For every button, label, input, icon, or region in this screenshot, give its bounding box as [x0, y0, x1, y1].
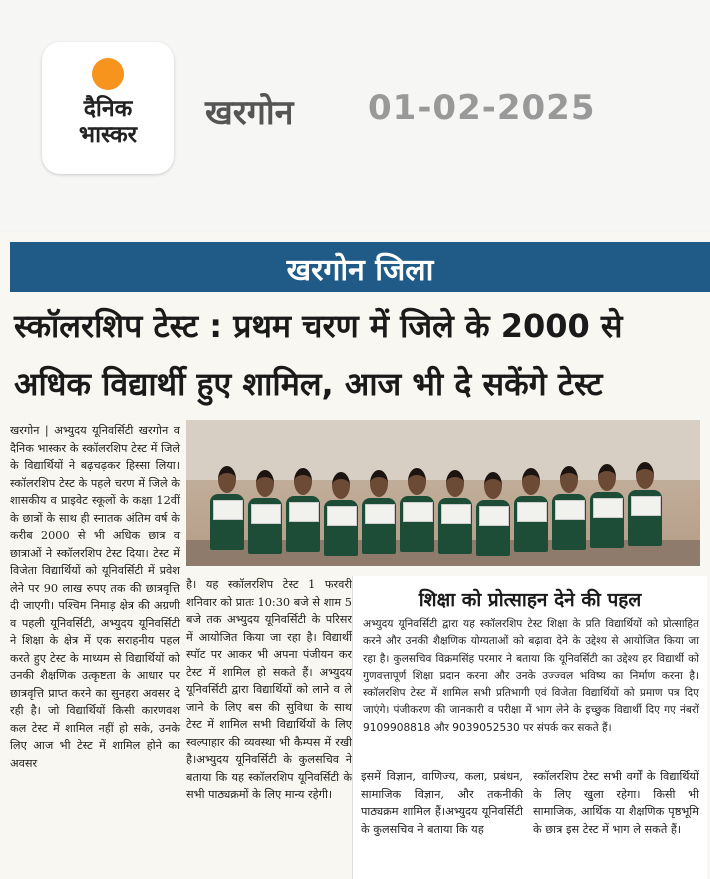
student-figure [210, 466, 244, 550]
student-figure [590, 464, 624, 548]
info-box-text: अभ्युदय यूनिवर्सिटी द्वारा यह स्कॉलरशिप टेस्ट शिक्षा के प्रति विद्यार्थियों को प्रोत्साहित करने और उनकी शैक्षणिक योग्यताओं को बढ़ावा देने के उद्देश्य से आयोजित किया जा रहा है। कुलसचिव विक्रमसिंह परमार ने बताया कि यूनिवर्सिटी का उद्देश्य हर विद्यार्थी को गुणवत्तापूर्ण शिक्षा प्रदान करना और उनके उज्ज्वल भविष्य का निर्माण करना है। स्कॉलरशिप टेस्ट में शामिल सभी प्रतिभागी एवं विजेता विद्यार्थियों को प्रमाण पत्र दिए जाएंगे। पंजीकरण की जानकारी व परीक्षा में भाग लेने के इच्छुक विद्यार्थी दिए गए नंबरों 9109908818 और 9039052530 पर संपर्क कर सकते हैं। [363, 618, 699, 734]
student-figure [248, 470, 282, 554]
edition-date: 01-02-2025 [368, 88, 596, 128]
article-column-2: है। यह स्कॉलरशिप टेस्ट 1 फरवरी शनिवार को प्रातः 10:30 बजे से शाम 5 बजे तक अभ्युदय यूनिवर्सिटी के परिसर में आयोजित किया जा रहा है। विद्यार्थी स्पॉट पर आकर भी अपना पंजीयन कर टेस्ट में शामिल हो सकते हैं। अभ्युदय यूनिवर्सिटी द्वारा विद्यार्थियों को लाने व ले जाने के लिए बस की सुविधा के साथ टेस्ट में शामिल सभी विद्यार्थियों के लिए स्वल्पाहार की व्यवस्था भी कैम्पस में रखी है।अभ्युदय यूनिवर्सिटी के कुलसचिव ने बताया कि यह स्कॉलरशिप यूनिवर्सिटी के सभी पाठ्यक्रमों के लिए मान्य रहेगी। [186, 578, 352, 801]
logo-line-2: भास्कर [78, 122, 138, 148]
news-clipping[interactable] [0, 232, 710, 879]
edition-city: खरगोन [205, 93, 294, 133]
info-box [352, 576, 707, 879]
student-figure [324, 472, 358, 556]
section-label: खरगोन जिला [286, 253, 434, 288]
student-figure [628, 462, 662, 546]
student-figure [286, 468, 320, 552]
info-box-column-2: स्कॉलरशिप टेस्ट सभी वर्गों के विद्यार्थियों के लिए खुला रहेगा। किसी भी सामाजिक, आर्थिक या शैक्षणिक पृष्ठभूमि के छात्र इस टेस्ट में भाग ले सकते हैं। [533, 770, 699, 836]
dainik-bhaskar-logo[interactable] [42, 42, 174, 174]
section-band [10, 242, 710, 292]
headline-line-2: अधिक विद्यार्थी हुए शामिल, आज भी दे सकेंगे टेस्ट [14, 365, 603, 403]
info-box-column-1: इसमें विज्ञान, वाणिज्य, कला, प्रबंधन, सामाजिक विज्ञान, और तकनीकी पाठ्यक्रम शामिल हैं।अभ्युदय यूनिवर्सिटी के कुलसचिव ने बताया कि यह [361, 770, 523, 836]
logo-line-1: दैनिक [83, 96, 133, 122]
sun-icon [92, 58, 124, 90]
student-figure [400, 468, 434, 552]
article-column-1: खरगोन | अभ्युदय यूनिवर्सिटी खरगोन व दैनिक भास्कर के स्कॉलरशिप टेस्ट में जिले के विद्यार्थियों ने बढ़चढ़कर हिस्सा लिया। स्कॉलरशिप टेस्ट के पहले चरण में जिले के शासकीय व प्राइवेट स्कूलों के कक्षा 12वीं के छात्रों के साथ ही स्नातक अंतिम वर्ष के करीब 2000 से भी अधिक छात्र व छात्राओं ने स्कॉलरशिप टेस्ट दिया। टेस्ट में विजेता विद्यार्थियों को यूनिवर्सिटी में प्रवेश लेने पर 90 लाख रुपए तक की छात्रवृत्ति दी जाएगी। पश्चिम निमाड़ क्षेत्र की अग्रणी व पहली यूनिवर्सिटी, अभ्युदय यूनिवर्सिटी ने शिक्षा के क्षेत्र में एक सराहनीय पहल करते हुए टेस्ट के माध्यम से विद्यार्थियों को उनकी शैक्षणिक उत्कृष्टता के आधार पर छात्रवृत्ति प्राप्त करने का सुनहरा अवसर दे रही है। जो विद्यार्थियों किसी कारणवश कल टेस्ट में शामिल नहीं हो सके, उनके लिए आज भी टेस्ट में शामिल होने का अवसर [10, 424, 180, 770]
student-figure [514, 468, 548, 552]
student-figure [552, 466, 586, 550]
student-figure [476, 472, 510, 556]
headline-line-1: स्कॉलरशिप टेस्ट : प्रथम चरण में जिले के 2000 से [14, 307, 623, 345]
student-figure [362, 470, 396, 554]
students-group-photo [186, 420, 700, 566]
student-figure [438, 470, 472, 554]
app-header [0, 0, 710, 230]
info-box-title: शिक्षा को प्रोत्साहन देने की पहल [418, 589, 642, 611]
